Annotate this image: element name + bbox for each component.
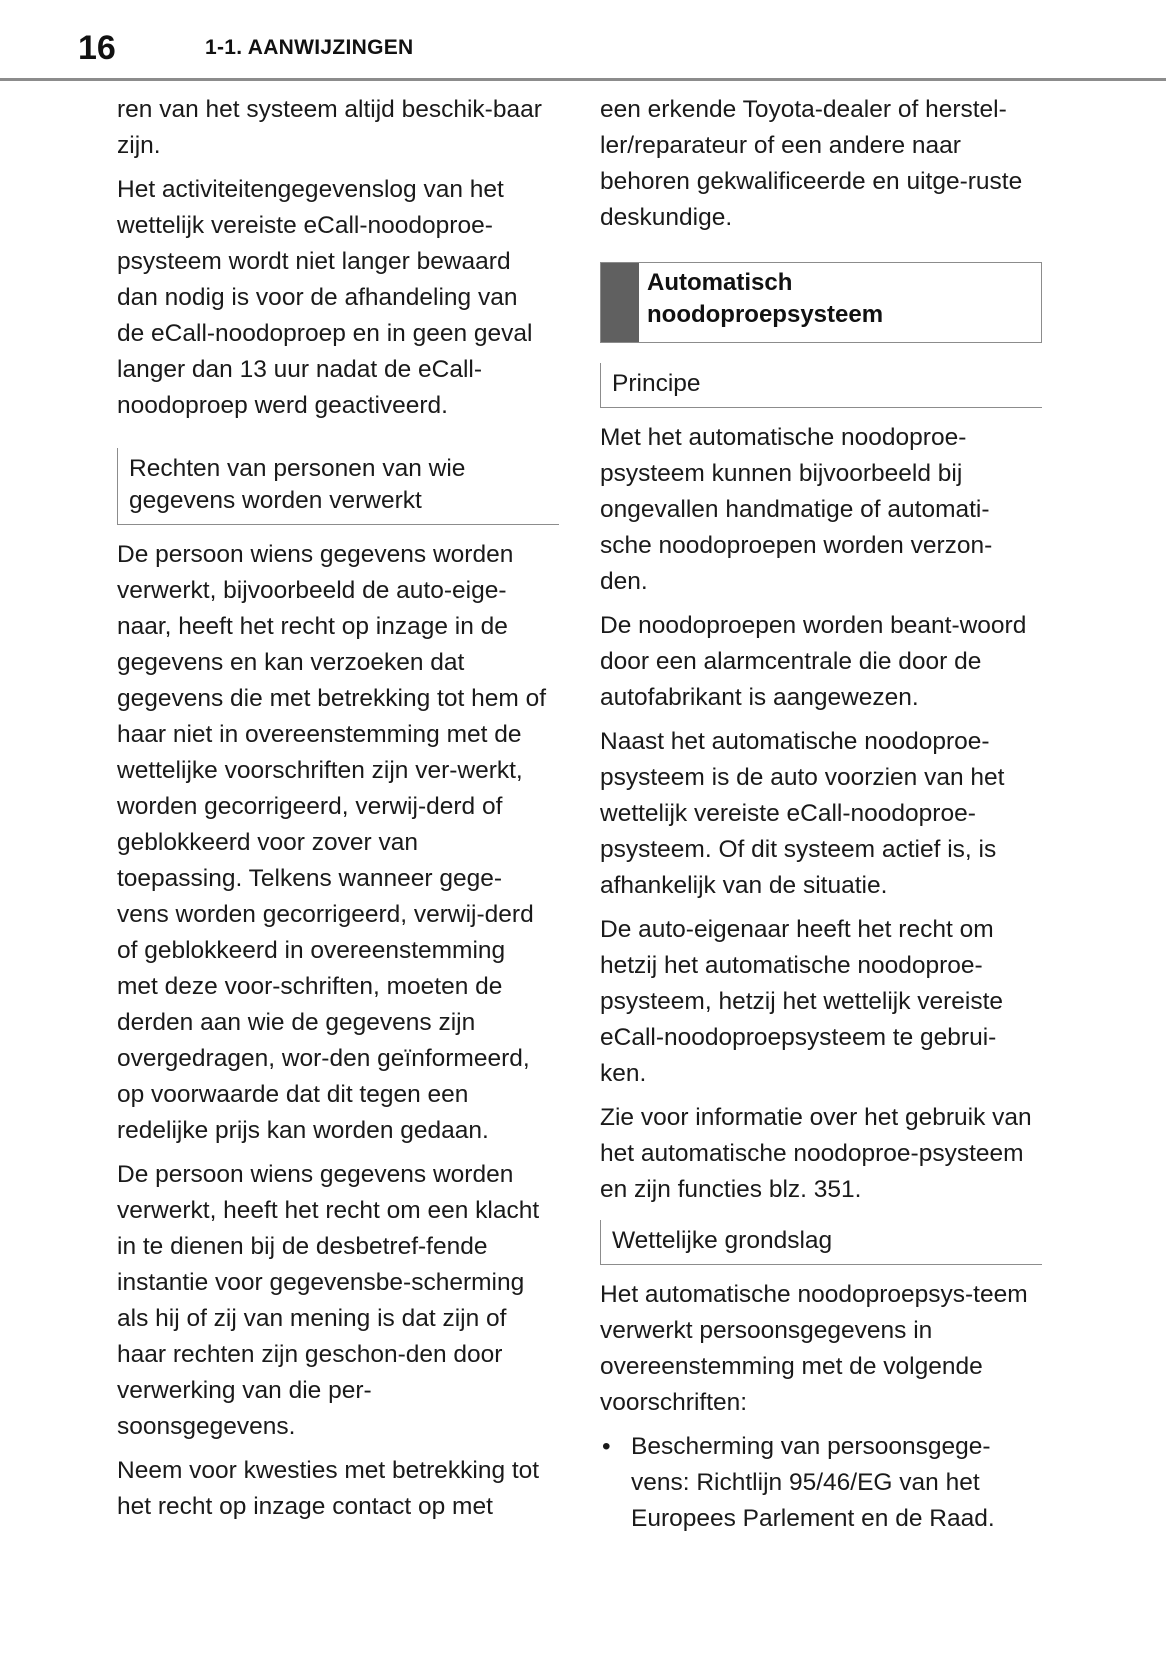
subheading-principe: Principe <box>600 363 1042 408</box>
section-title: 1-1. AANWIJZINGEN <box>205 36 414 59</box>
page-header <box>0 0 1166 84</box>
right-column <box>600 92 1032 1537</box>
bullet-icon: • <box>602 1433 611 1460</box>
paragraph: De persoon wiens gegevens worden verwerkt, bijvoorbeeld de auto-eige-naar, heeft het recht op inzage in de gegevens en kan verzoeken dat gegevens die met betrekking tot hem of haar niet in overeenstemming met de wettelijke voorschriften zijn ver-werkt, worden gecorrigeerd, verwij-derd of geblokkeerd voor zover van toepassing. Telkens wanneer gege-vens worden gecorrigeerd, verwij-derd of geblokkeerd in overeenstemming met deze voor-schriften, moeten de derden aan wie de gegevens zijn overgedragen, wor-den geïnformeerd, op voorwaarde dat dit tegen een redelijke prijs kan worden gedaan. <box>117 541 547 1144</box>
paragraph: Het activiteitengegevenslog van het wettelijk vereiste eCall-noodoproe-psysteem wordt niet langer bewaard dan nodig is voor de afhandeling van de eCall-noodoproep en in geen geval langer dan 13 uur nadat de eCall-noodoproep werd geactiveerd. <box>117 176 533 419</box>
paragraph: Naast het automatische noodoproe-psysteem is de auto voorzien van het wettelijk vereiste eCall-noodoproe-psysteem. Of dit systeem actief is, is afhankelijk van de situatie. <box>600 728 1005 899</box>
paragraph: een erkende Toyota-dealer of herstel-ler/reparateur of een andere naar behoren gekwalificeerde en uitge-ruste deskundige. <box>600 96 1023 231</box>
header-divider <box>0 78 1166 81</box>
paragraph: De persoon wiens gegevens worden verwerkt, heeft het recht om een klacht in te dienen bij de desbetref-fende instantie voor gegevensbe-scherming als hij of zij van mening is dat zijn of haar rechten zijn geschon-den door verwerking van die per-soonsgegevens. <box>117 1161 540 1440</box>
paragraph: Neem voor kwesties met betrekking tot het recht op inzage contact op met <box>117 1457 540 1520</box>
topic-heading-box <box>600 262 1042 343</box>
paragraph: De auto-eigenaar heeft het recht om hetzij het automatische noodoproe-psysteem, hetzij het wettelijk vereiste eCall-noodoproepsysteem te gebrui-ken. <box>600 916 1004 1087</box>
paragraph: Met het automatische noodoproe-psysteem kunnen bijvoorbeeld bij ongevallen handmatige of automati-sche noodoproepen worden verzon-den. <box>600 424 993 595</box>
paragraph: Zie voor informatie over het gebruik van het automatische noodoproe-psysteem en zijn functies blz. 351. <box>600 1104 1032 1203</box>
topic-heading-bar <box>601 263 639 342</box>
paragraph: De noodoproepen worden beant-woord door een alarmcentrale die door de autofabrikant is aangewezen. <box>600 612 1027 711</box>
list-item <box>600 1429 1032 1537</box>
subheading-wettelijke-grondslag: Wettelijke grondslag <box>600 1220 1042 1265</box>
bullet-list <box>600 1429 1032 1537</box>
page-number: 16 <box>78 29 116 67</box>
topic-heading: Automatisch noodoproepsysteem <box>647 269 884 328</box>
left-column <box>117 92 549 1533</box>
subheading-rechten: Rechten van personen van wie gegevens worden verwerkt <box>117 448 559 525</box>
list-item-text: Bescherming van persoonsgege-vens: Richtlijn 95/46/EG van het Europees Parlement en de Raad. <box>631 1433 995 1532</box>
paragraph: ren van het systeem altijd beschik-baar zijn. <box>117 96 542 159</box>
paragraph: Het automatische noodoproepsys-teem verwerkt persoonsgegevens in overeenstemming met de volgende voorschriften: <box>600 1281 1028 1416</box>
